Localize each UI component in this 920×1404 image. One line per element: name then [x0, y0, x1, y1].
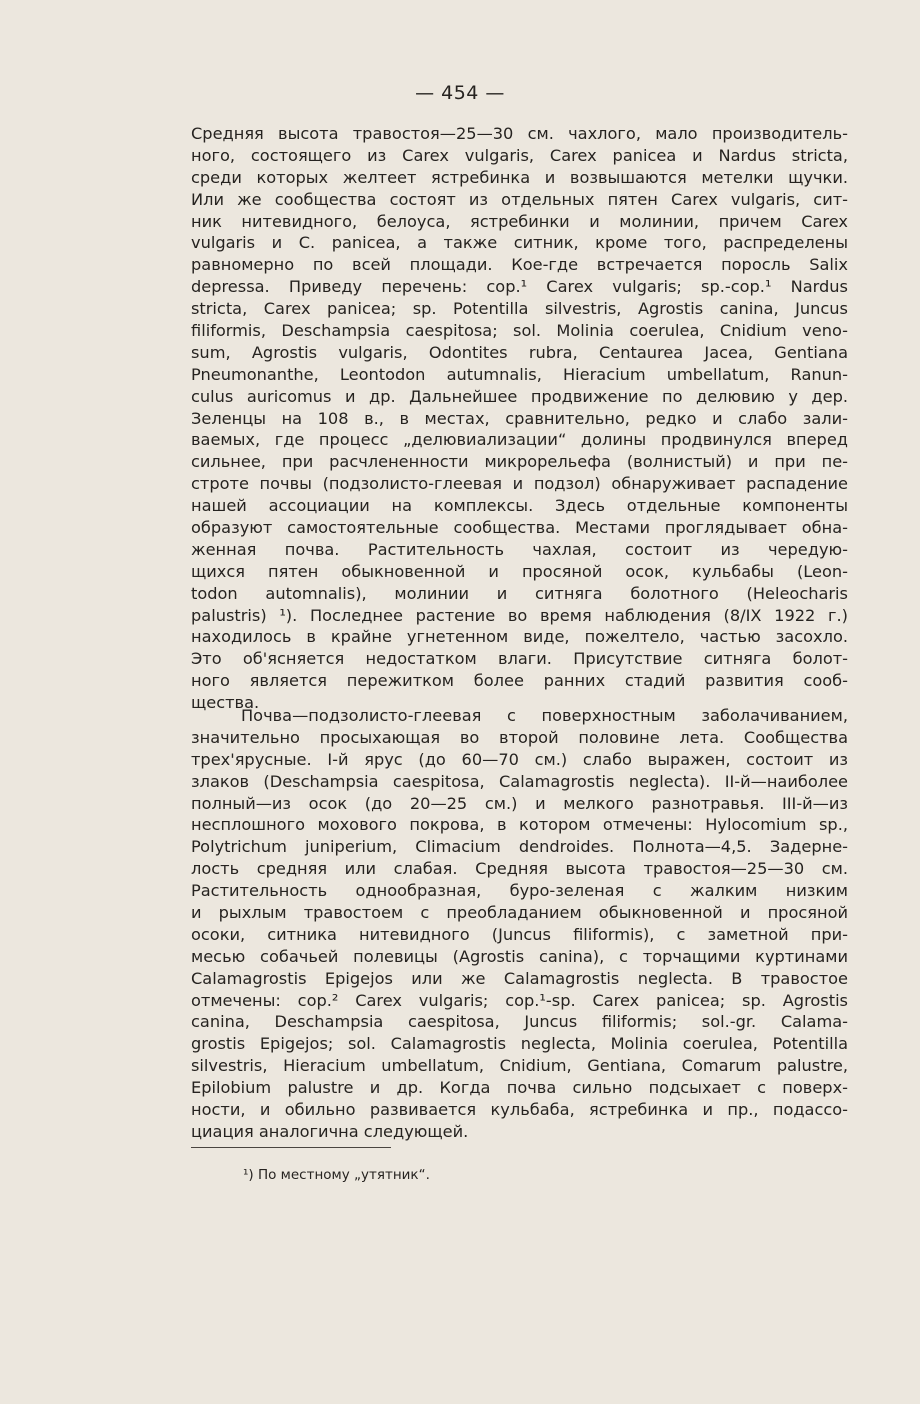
text-line: Зеленцы на 108 в., в местах, сравнительно, редко и слабо зали-	[191, 408, 848, 428]
text-line: щества.	[191, 693, 260, 713]
text-line: находилось в крайне угнетенном виде, пожелтело, частью засохло.	[191, 627, 848, 647]
text-line: sum, Agrostis vulgaris, Odontites rubra, Centaurea Jacea, Gentiana	[191, 342, 848, 362]
text-line: Pneumonanthe, Leontodon autumnalis, Hieracium umbellatum, Ranun-	[191, 364, 848, 384]
paragraph-1	[191, 123, 848, 714]
text-line: depressa. Приведу перечень: cop.¹ Carex vulgaris; sp.-cop.¹ Nardus	[191, 277, 848, 297]
text-line: ного является пережитком более ранних стадий развития сооб-	[191, 671, 848, 691]
text-line: лость средняя или слабая. Средняя высота травостоя—25—30 см.	[191, 859, 848, 879]
text-line: silvestris, Hieracium umbellatum, Cnidium, Gentiana, Comarum palustre,	[191, 1056, 848, 1076]
text-line: осоки, ситника нитевидного (Juncus filiformis), с заметной при-	[191, 924, 848, 944]
text-line: щихся пятен обыкновенной и просяной осок, кульбабы (Leon-	[191, 561, 848, 581]
text-line: todon automnalis), молинии и ситняга болотного (Heleocharis	[191, 583, 848, 603]
text-line: vulgaris и С. panicea, а также ситник, кроме того, распределены	[191, 233, 848, 253]
text-line: женная почва. Растительность чахлая, состоит из чередую-	[191, 539, 848, 559]
text-line: Растительность однообразная, буро-зеленая с жалким низким	[191, 881, 848, 901]
text-line: filiformis, Deschampsia caespitosa; sol. Molinia coerulea, Cnidium veno-	[191, 321, 848, 341]
text-line: grostis Epigejos; sol. Calamagrostis neglecta, Molinia coerulea, Potentilla	[191, 1034, 848, 1054]
text-line: culus auricomus и др. Дальнейшее продвижение по делювию у дер.	[191, 386, 848, 406]
text-line: равномерно по всей площади. Кое-где встречается поросль Salix	[191, 255, 848, 275]
text-line: ваемых, где процесс „делювиализации“ долины продвинулся вперед	[191, 430, 848, 450]
text-line: сильнее, при расчлененности микрорельефа (волнистый) и при пе-	[191, 452, 848, 472]
text-line: Polytrichum juniperium, Climacium dendroides. Полнота—4,5. Задерне-	[191, 837, 848, 857]
text-line: и рыхлым травостоем с преобладанием обыкновенной и просяной	[191, 903, 848, 923]
paragraph-2	[191, 705, 848, 1143]
text-line: Средняя высота травостоя—25—30 см. чахлого, мало производитель-	[191, 124, 848, 143]
text-line: отмечены: cop.² Carex vulgaris; cop.¹-sp. Carex panicea; sp. Agrostis	[191, 990, 848, 1010]
text-line: несплошного мохового покрова, в котором отмечены: Hylocomium sp.,	[191, 815, 848, 835]
text-line: образуют самостоятельные сообщества. Местами проглядывает обна-	[191, 518, 848, 538]
page-number: — 454 —	[415, 82, 505, 104]
text-line: полный—из осок (до 20—25 см.) и мелкого разнотравья. III-й—из	[191, 793, 848, 813]
text-line: Epilobium palustre и др. Когда почва сильно подсыхает с поверх-	[191, 1078, 848, 1098]
footnote: ¹) По местному „утятник“.	[243, 1167, 430, 1183]
text-line: трех'ярусные. I-й ярус (до 60—70 см.) слабо выражен, состоит из	[191, 749, 848, 769]
text-line: Почва—подзолисто-глеевая с поверхностным заболачиванием,	[241, 706, 848, 725]
footnote-divider	[191, 1147, 391, 1148]
text-line: строте почвы (подзолисто-глеевая и подзол) обнаруживает распадение	[191, 474, 848, 494]
text-line: значительно просыхающая во второй половине лета. Сообщества	[191, 727, 848, 747]
text-line: Это об'ясняется недостатком влаги. Присутствие ситняга болот-	[191, 649, 848, 669]
text-line: злаков (Deschampsia caespitosa, Calamagrostis neglecta). II-й—наиболее	[191, 771, 848, 791]
text-line: месью собачьей полевицы (Agrostis canina), с торчащими куртинами	[191, 946, 848, 966]
text-line: stricta, Carex panicea; sp. Potentilla silvestris, Agrostis canina, Juncus	[191, 299, 848, 319]
text-line: canina, Deschampsia caespitosa, Juncus filiformis; sol.-gr. Calama-	[191, 1012, 848, 1032]
text-line: циация аналогична следующей.	[191, 1121, 469, 1141]
text-line: ности, и обильно развивается кульбаба, ястребинка и пр., подассо-	[191, 1100, 848, 1120]
text-line: ник нитевидного, белоуса, ястребинки и молинии, причем Carex	[191, 211, 848, 231]
text-line: Или же сообщества состоят из отдельных пятен Carex vulgaris, сит-	[191, 189, 848, 209]
text-line: среди которых желтеет ястребинка и возвышаются метелки щучки.	[191, 167, 848, 187]
text-line: ного, состоящего из Carex vulgaris, Carex panicea и Nardus stricta,	[191, 145, 848, 165]
text-line: нашей ассоциации на комплексы. Здесь отдельные компоненты	[191, 496, 848, 516]
text-line: palustris) ¹). Последнее растение во время наблюдения (8/IX 1922 г.)	[191, 605, 848, 625]
text-line: Calamagrostis Epigejos или же Calamagrostis neglecta. В травостое	[191, 968, 848, 988]
